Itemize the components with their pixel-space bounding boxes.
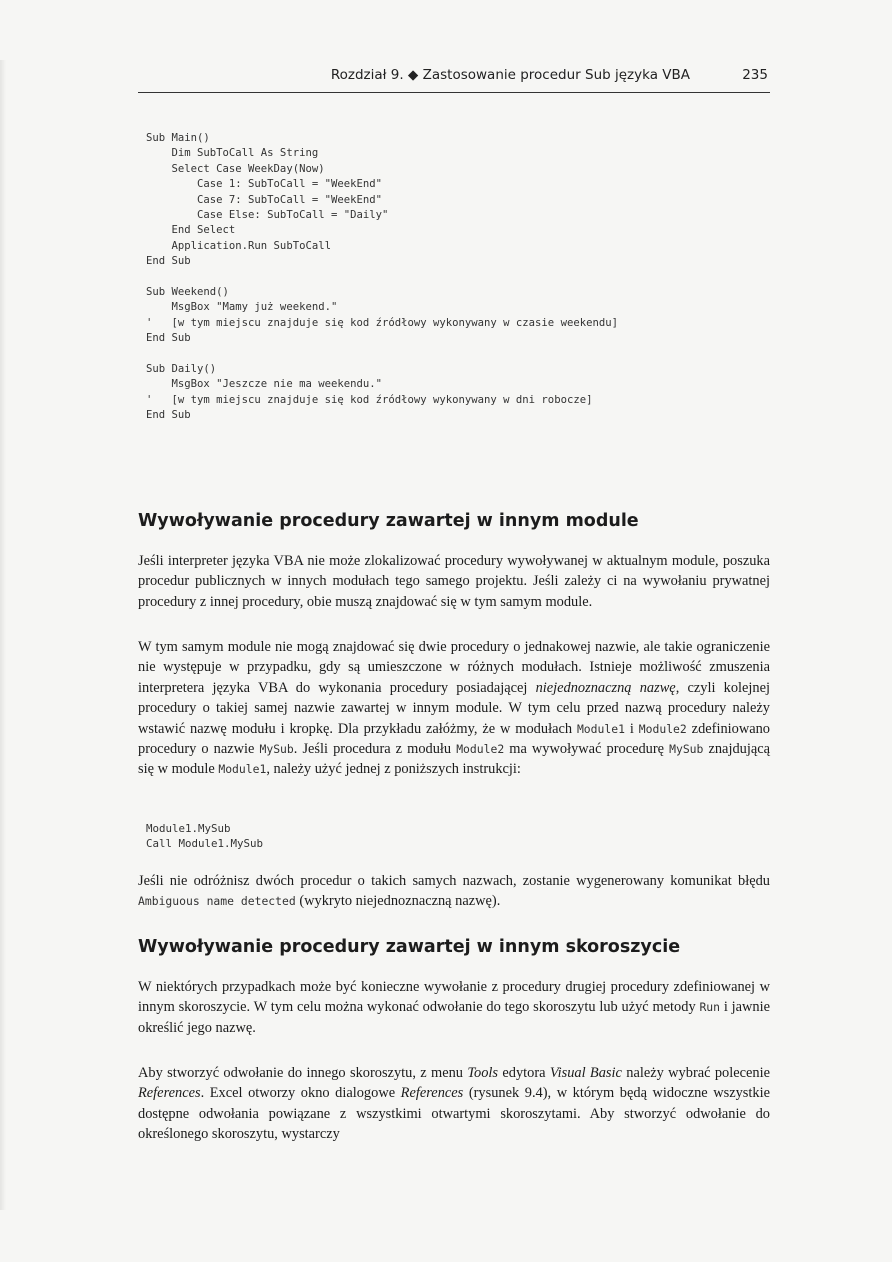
code-line: Sub Daily() <box>146 362 217 375</box>
code-line <box>146 346 618 361</box>
inline-code-error-message: Ambiguous name detected <box>138 894 296 909</box>
code-line: MsgBox "Jeszcze nie ma weekendu." <box>146 378 382 391</box>
command-references: References <box>138 1085 201 1102</box>
code-block-module-call <box>146 821 263 852</box>
term-ambiguous-name: niejednoznaczną nazwę <box>535 679 676 696</box>
code-line: ' [w tym miejscu znajduje się kod źródłowy wykonywany w dni robocze] <box>146 393 593 406</box>
running-head: Rozdział 9. ◆ Zastosowanie procedur Sub języka VBA <box>330 67 690 83</box>
inline-code: Module1 <box>218 762 267 777</box>
code-line: End Select <box>146 224 236 237</box>
paragraph-ambiguous-names: W tym samym module nie mogą znajdować się dwie procedury o jednakowej nazwie, ale takie ograniczenie nie występuje w przypadku, gdy są umieszczone w różnych modułach. Istnieje możliwość zmuszenia interpretera języka VBA do wykonania procedury posiadającej niejednoznaczną nazwę, czyli kolejnej procedury o takiej samej nazwie zawartej w innym module. W tym celu przed nazwą procedury należy wstawić nazwę modułu i kropkę. Dla przykładu załóżmy, że w modułach Module1 i Module2 zdefiniowano procedury o nazwie MySub. Jeśli procedura z modułu Module2 ma wywoływać procedurę MySub znajdującą się w module Module1, należy użyć jednej z poniższych instrukcji: <box>138 639 771 778</box>
paragraph-references: Aby stworzyć odwołanie do innego skoroszytu, z menu Tools edytora Visual Basic należy wybrać polecenie References. Excel otworzy okno dialogowe References (rysunek 9.4), w którym będą widoczne wszystkie dostępne odwołania powiązane z wszystkimi otwartymi skoroszytami. Aby stworzyć odwołanie do określonego skoroszytu, wystarczy <box>138 1065 770 1143</box>
scan-edge <box>0 60 6 1210</box>
code-line: Case Else: SubToCall = "Daily" <box>146 208 389 221</box>
code-line: Dim SubToCall As String <box>146 147 319 160</box>
section-heading-other-module: Wywoływanie procedury zawartej w innym module <box>138 511 639 531</box>
inline-code: Module2 <box>456 742 505 757</box>
code-line: Case 1: SubToCall = "WeekEnd" <box>146 178 382 191</box>
code-line: Application.Run SubToCall <box>146 239 331 252</box>
inline-code: Module1 <box>576 721 625 736</box>
paragraph-other-workbook: W niektórych przypadkach może być konieczne wywołanie z procedury drugiej procedury zdefiniowanej w innym skoroszycie. W tym celu można wykonać odwołanie do tego skoroszytu lub użyć metody Run i jawnie określić jego nazwę. <box>138 979 770 1036</box>
code-block-vba-procedures <box>146 131 618 423</box>
code-line: Call Module1.MySub <box>146 837 264 851</box>
section-heading-other-workbook: Wywoływanie procedury zawartej w innym skoroszycie <box>138 937 681 957</box>
menu-tools: Tools <box>467 1065 499 1081</box>
header-rule <box>138 92 770 93</box>
code-line: Case 7: SubToCall = "WeekEnd" <box>146 193 382 206</box>
page-header <box>138 64 768 90</box>
code-line: Module1.MySub <box>146 822 231 835</box>
code-line: Select Case WeekDay(Now) <box>146 162 325 175</box>
code-line: Sub Main() <box>146 132 210 144</box>
code-line <box>146 270 618 285</box>
inline-code: MySub <box>669 742 704 757</box>
code-line: Sub Weekend() <box>146 285 229 298</box>
inline-code: MySub <box>259 742 294 757</box>
code-line: ' [w tym miejscu znajduje się kod źródłowy wykonywany w czasie weekendu] <box>146 316 618 329</box>
code-line: End Sub <box>146 255 191 268</box>
app-visual-basic: Visual Basic <box>549 1065 622 1081</box>
inline-code: Module2 <box>638 721 687 736</box>
paragraph-ambiguous-error: Jeśli nie odróżnisz dwóch procedur o takich samych nazwach, zostanie wygenerowany komunikat błędu Ambiguous name detected (wykryto niejednoznaczną nazwę). <box>138 873 770 910</box>
code-line: End Sub <box>146 409 191 422</box>
code-line: End Sub <box>146 332 191 345</box>
page-number: 235 <box>742 67 768 83</box>
dialog-references: References <box>400 1085 464 1102</box>
code-line: MsgBox "Mamy już weekend." <box>146 301 338 314</box>
paragraph-module-lookup: Jeśli interpreter języka VBA nie może zlokalizować procedury wywoływanej w aktualnym module, poszuka procedur publicznych w innych modułach tego samego projektu. Jeśli zależy ci na wywołaniu prywatnej procedury z innej procedury, obie muszą znajdować się w tym samym module. <box>138 553 770 610</box>
inline-code: Run <box>699 1000 721 1015</box>
